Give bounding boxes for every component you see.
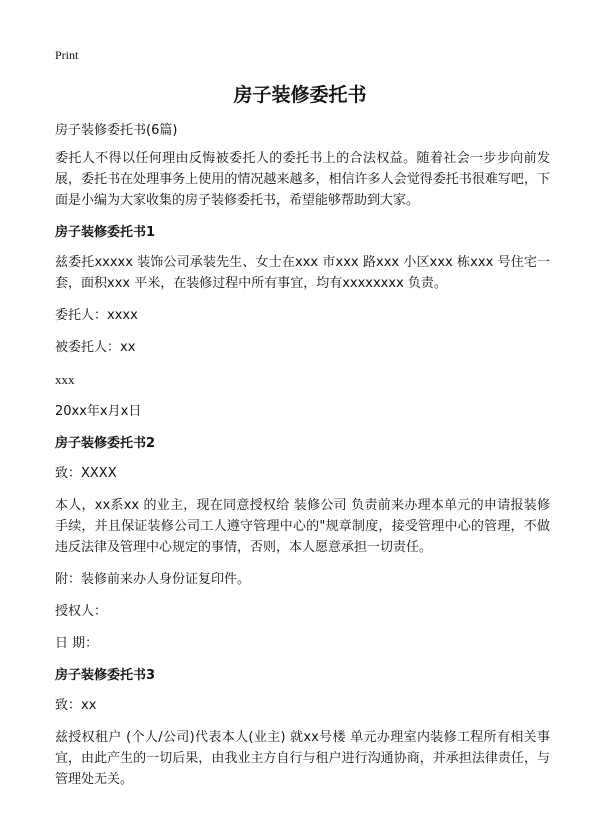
document-subtitle: 房子装修委托书(6篇) [55,123,178,138]
document-title: 房子装修委托书 [233,84,367,106]
section-2-authorizer: 授权人： [55,604,108,619]
section-2-recipient: 致：XXXX [55,466,117,481]
section-1-extra: xxx [55,372,75,387]
intro-paragraph: 委托人不得以任何理由反悔被委托人的委托书上的合法权益。随着社会一步步向前发展，委托书在处理事务上使用的情况越来越多，相信许多人会觉得委托书很难写吧，下面是小编为大家收集的房子装修委托书，希望能够帮助到大家。 [55,151,550,208]
section-2-body: 本人，xx系xx 的业主，现在同意授权给 装修公司 负责前来办理本单元的申请报装修手续，并且保证装修公司工人遵守管理中心的"规章制度，接受管理中心的管理，不做违反法律及管理中心规定的事情，否则，本人愿意承担一切责任。 [55,498,550,555]
section-3-heading: 房子装修委托书3 [55,668,156,683]
section-1-date: 20xx年x月x日 [55,404,142,419]
print-label: Print [55,48,79,62]
section-1-entrustee: 被委托人：xx [55,340,136,355]
section-3-recipient: 致：xx [55,698,97,713]
document-body [55,120,550,790]
section-1-body: 兹委托xxxxx 装饰公司承装先生、女士在xxx 市xxx 路xxx 小区xxx 栋xxx 号住宅一套，面积xxx 平米，在装修过程中所有事宜，均有xxxxxxxx 负责。 [55,255,550,291]
section-2-heading: 房子装修委托书2 [55,436,156,451]
section-1-heading: 房子装修委托书1 [55,225,156,240]
section-2-attachment: 附：装修前来办人身份证复印件。 [55,572,251,587]
section-2-date: 日 期： [55,636,99,651]
section-1-entrustor: 委托人：xxxx [55,308,138,323]
section-3-body: 兹授权租户 (个人/公司)代表本人(业主) 就xx号楼 单元办理室内装修工程所有相关事宜，由此产生的一切后果，由我业主方自行与租户进行沟通协商，并承担法律责任，与管理处无关。 [55,730,550,787]
